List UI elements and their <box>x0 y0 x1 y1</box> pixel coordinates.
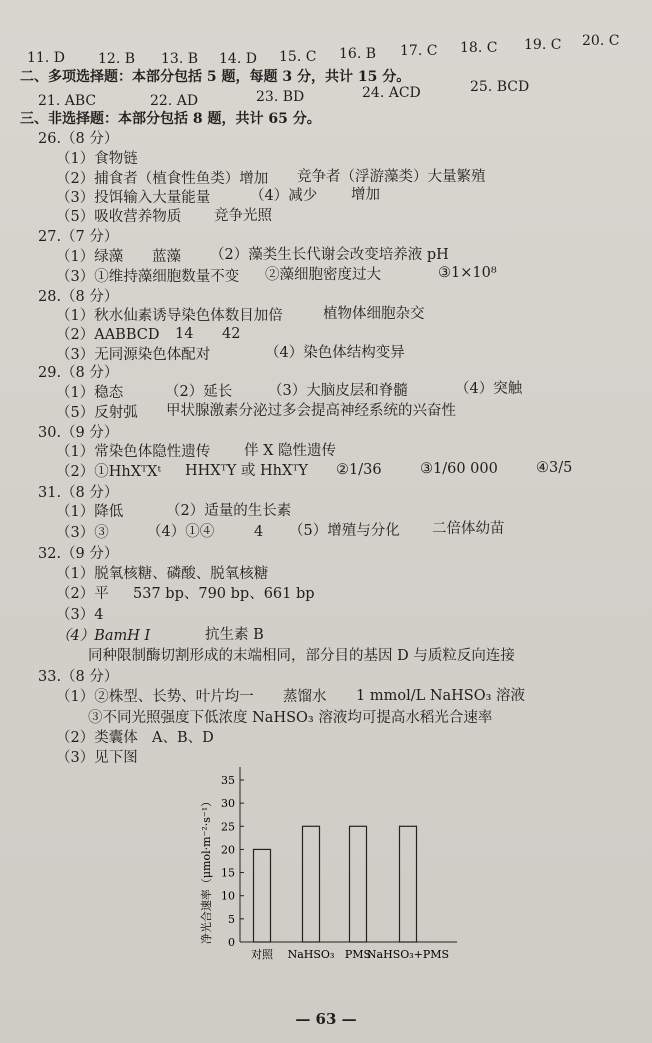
x-tick-label: NaHSO₃ <box>287 948 335 961</box>
mc-answer: 19. C <box>524 37 562 53</box>
answer-text: （3）投饵输入大量能量 <box>56 190 211 206</box>
question-header: 27.（7 分） <box>38 229 119 245</box>
x-tick-label: NaHSO₃+PMS <box>366 948 450 961</box>
question-header: 28.（8 分） <box>38 289 119 305</box>
answer-text: （2）类囊体 <box>56 730 138 746</box>
bar <box>400 826 417 942</box>
answer-text: （1）秋水仙素诱导染色体数目加倍 <box>56 308 283 324</box>
answer-text: （1）降低 <box>56 504 124 520</box>
answer-text: ③不同光照强度下低浓度 NaHSO₃ 溶液均可提高水稻光合速率 <box>88 710 493 726</box>
mc-answer: 25. BCD <box>470 79 530 95</box>
answer-text: （2）AABBCD <box>56 327 160 343</box>
y-tick-label: 15 <box>221 866 235 880</box>
answer-text: （2）藻类生长代谢会改变培养液 pH <box>210 247 449 263</box>
answer-text: （2）捕食者（植食性鱼类）增加 <box>56 171 269 187</box>
mc-answer: 18. C <box>460 40 498 56</box>
answer-text: 4 <box>254 524 264 540</box>
section-title: 二、多项选择题：本部分包括 5 题，每题 3 分，共计 15 分。 <box>20 69 411 85</box>
bar-chart-svg <box>195 762 495 967</box>
page-number: — 63 — <box>295 1010 357 1028</box>
answer-text: （4）染色体结构变异 <box>265 345 405 361</box>
answer-text: 537 bp、790 bp、661 bp <box>133 586 315 602</box>
answer-text: ②藻细胞密度过大 <box>265 267 381 283</box>
answer-text: （4）BamH Ⅰ <box>56 628 151 644</box>
y-tick-label: 20 <box>221 843 235 857</box>
section-title: 三、非选择题：本部分包括 8 题，共计 65 分。 <box>20 111 321 127</box>
answer-text: 1 mmol/L NaHSO₃ 溶液 <box>356 688 526 704</box>
bar <box>254 849 271 942</box>
answer-text: （1）常染色体隐性遗传 <box>56 444 211 460</box>
answer-text: A、B、D <box>152 730 214 746</box>
answer-text: 蒸馏水 <box>283 689 327 705</box>
answer-text: ③1/60 000 <box>420 461 498 477</box>
answer-text: （1）食物链 <box>56 151 138 167</box>
y-tick-label: 10 <box>221 889 235 903</box>
mc-answer: 14. D <box>219 51 257 67</box>
answer-text: （2）延长 <box>165 384 233 400</box>
answer-text: 14 <box>175 326 194 342</box>
answer-text: （4）减少 <box>250 188 318 204</box>
x-tick-label: 对照 <box>251 948 273 961</box>
x-tick-label: PMS <box>344 948 372 961</box>
answer-text: 甲状腺激素分泌过多会提高神经系统的兴奋性 <box>166 403 456 419</box>
answer-text: （3）大脑皮层和脊髓 <box>268 383 408 399</box>
answer-text: （1）②株型、长势、叶片均一 <box>56 689 254 705</box>
answer-text: ④3/5 <box>536 460 573 476</box>
question-header: 26.（8 分） <box>38 131 119 147</box>
answer-text: （2）①HhXᵀXᵗ <box>56 464 162 480</box>
y-tick-label: 25 <box>221 820 235 834</box>
answer-text: （3）③ <box>56 525 109 541</box>
answer-text: （4）突触 <box>455 381 523 397</box>
mc-answer: 22. AD <box>150 93 199 109</box>
answer-text: （3）4 <box>56 607 104 623</box>
bar-chart <box>195 762 495 967</box>
answer-text: （1）脱氧核糖、磷酸、脱氧核糖 <box>56 566 269 582</box>
answer-text <box>56 627 150 645</box>
answer-text: 二倍体幼苗 <box>432 521 505 537</box>
mc-answer: 24. ACD <box>362 85 421 101</box>
question-header: 30.（9 分） <box>38 425 119 441</box>
answer-text: （5）增殖与分化 <box>289 523 400 539</box>
answer-text: （1）绿藻 <box>56 249 124 265</box>
question-header: 29.（8 分） <box>38 365 119 381</box>
question-header: 33.（8 分） <box>38 669 119 685</box>
bar <box>303 826 320 942</box>
y-tick-label: 35 <box>221 774 235 787</box>
answer-text: 竞争者（浮游藻类）大量繁殖 <box>297 169 486 185</box>
mc-answer: 20. C <box>582 33 620 49</box>
mc-answer: 15. C <box>279 49 317 65</box>
mc-answer: 23. BD <box>256 89 305 105</box>
mc-answer: 12. B <box>98 51 136 67</box>
answer-text: 植物体细胞杂交 <box>323 306 425 322</box>
question-header: 31.（8 分） <box>38 485 119 501</box>
answer-text: （5）吸收营养物质 <box>56 209 182 225</box>
answer-text: ③1×10⁸ <box>438 265 497 281</box>
answer-text: （3）无同源染色体配对 <box>56 347 211 363</box>
y-tick-label: 5 <box>228 912 235 926</box>
answer-text: 竞争光照 <box>214 208 272 224</box>
answer-text: HHXᵀY 或 HhXᵀY <box>185 463 308 479</box>
answer-text: （2）平 <box>56 586 109 602</box>
mc-answer: 13. B <box>161 51 199 67</box>
answer-text: （5）反射弧 <box>56 405 138 421</box>
bar <box>350 826 367 942</box>
answer-text: （3）见下图 <box>56 750 138 766</box>
y-axis-label: 净光合速率（μmol·m⁻²·s⁻¹） <box>200 795 213 945</box>
answer-text: 42 <box>222 326 241 342</box>
answer-text: 抗生素 B <box>205 627 264 643</box>
answer-text: 同种限制酶切割形成的末端相同，部分目的基因 D 与质粒反向连接 <box>88 648 515 664</box>
answer-text: （1）稳态 <box>56 385 124 401</box>
mc-answer: 11. D <box>27 50 65 66</box>
answer-text: （3）①维持藻细胞数量不变 <box>56 269 240 285</box>
question-header: 32.（9 分） <box>38 546 119 562</box>
answer-text: ②1/36 <box>336 462 382 478</box>
y-tick-label: 30 <box>221 797 235 811</box>
answer-text: （4）①④ <box>147 524 215 540</box>
answer-text: 增加 <box>351 187 380 203</box>
answer-text: 蓝藻 <box>152 249 181 265</box>
y-tick-label: 0 <box>228 936 235 949</box>
answer-text: （2）适量的生长素 <box>166 503 292 519</box>
mc-answer: 21. ABC <box>38 93 97 109</box>
mc-answer: 16. B <box>339 46 377 62</box>
mc-answer: 17. C <box>400 43 438 59</box>
answer-text: 伴 X 隐性遗传 <box>244 443 337 459</box>
